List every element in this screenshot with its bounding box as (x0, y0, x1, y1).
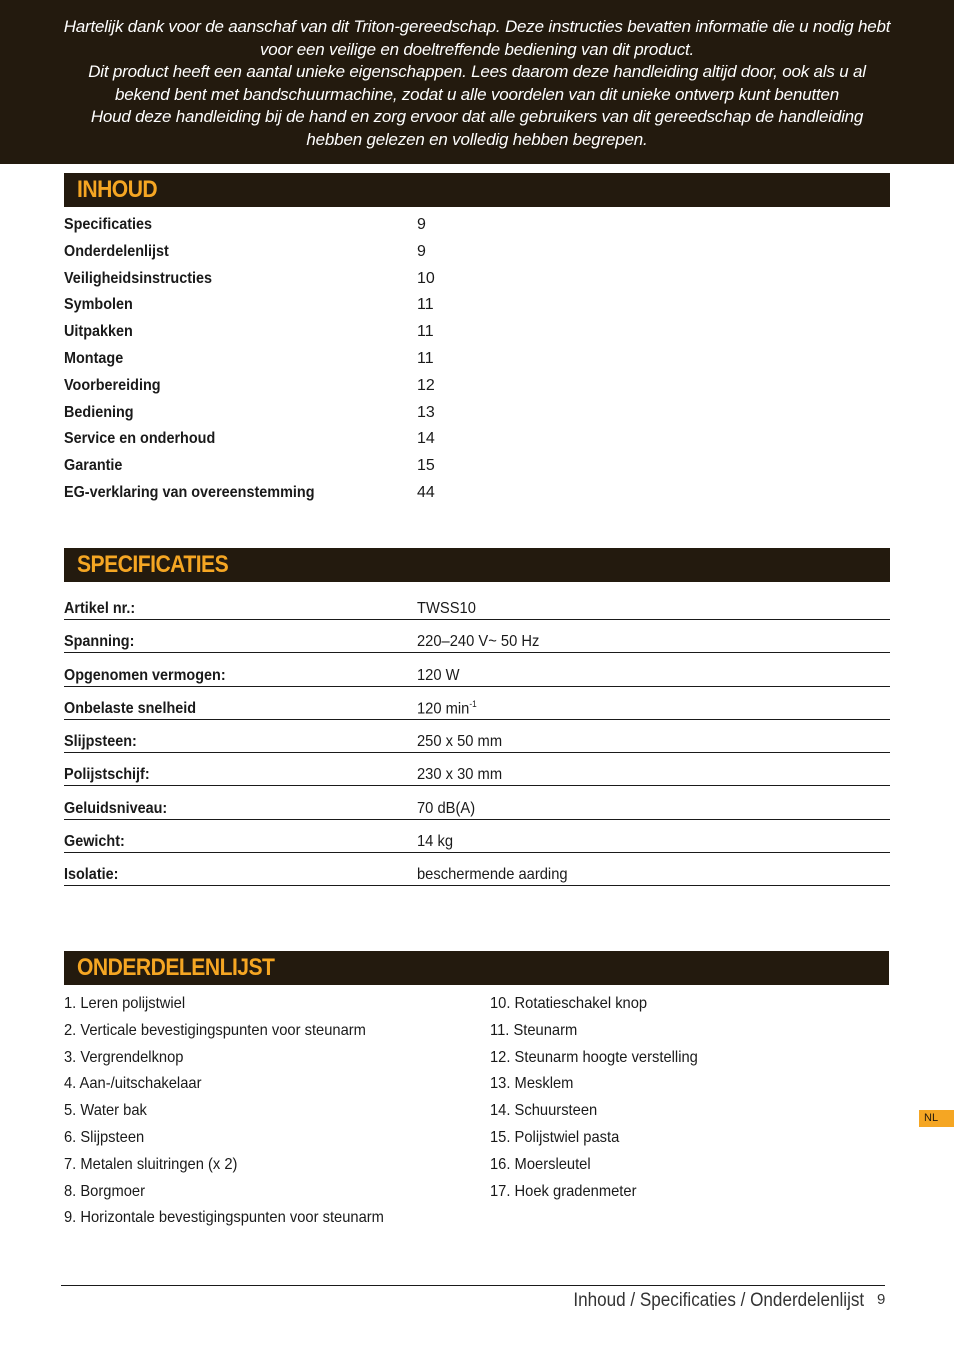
parts-list-left (64, 991, 412, 1232)
spec-key: Opgenomen vermogen: (64, 666, 226, 684)
toc-item-label: Onderdelenlijst (64, 242, 169, 260)
list-item (64, 1045, 412, 1072)
footer-title: Inhoud / Specificaties / Onderdelenlijst (573, 1290, 864, 1311)
toc-item (64, 480, 890, 507)
language-tab: NL (919, 1110, 954, 1127)
toc-item-label: Voorbereiding (64, 376, 161, 394)
part-label: 2. Verticale bevestigingspunten voor steunarm (64, 1021, 366, 1039)
toc-item-label: Montage (64, 349, 124, 367)
specs-heading-bar (64, 548, 890, 582)
intro-line: Hartelijk dank voor de aanschaf van dit Triton-gereedschap. Deze instructies bevatten informatie die u nodig hebt (63, 17, 891, 36)
list-item (490, 1179, 716, 1206)
part-label: 7. Metalen sluitringen (x 2) (64, 1155, 238, 1173)
list-item (490, 1152, 716, 1179)
intro-banner (0, 0, 954, 164)
part-label: 6. Slijpsteen (64, 1128, 145, 1146)
page-number: 9 (877, 1291, 886, 1308)
spec-value: beschermende aarding (417, 866, 568, 884)
part-label: 10. Rotatieschakel knop (490, 995, 648, 1012)
toc-item (64, 266, 890, 293)
toc-item (64, 319, 890, 346)
toc-item-page: 13 (417, 403, 435, 421)
list-item (64, 1125, 412, 1152)
list-item (490, 1125, 716, 1152)
list-item (64, 1098, 412, 1125)
intro-line: Dit product heeft een aantal unieke eigenschappen. Lees daarom deze handleiding altijd door, ook als u al (88, 62, 866, 82)
part-label: 8. Borgmoer (64, 1182, 146, 1200)
toc-item-page: 11 (417, 323, 434, 341)
spec-key: Isolatie: (64, 866, 119, 884)
toc-item-label: Uitpakken (64, 323, 133, 341)
spec-key: Polijstschijf: (64, 766, 150, 784)
spec-value: 14 kg (417, 833, 454, 851)
toc-item-label: Service en onderhoud (64, 430, 216, 448)
toc-item (64, 239, 890, 266)
toc-item-page: 11 (417, 349, 434, 367)
spec-row (64, 754, 890, 786)
list-item (64, 1152, 412, 1179)
intro-line: Houd deze handleiding bij de hand en zorg ervoor dat alle gebruikers van dit gereedschap de handleiding (90, 107, 864, 127)
spec-row (64, 621, 890, 653)
toc-item (64, 373, 890, 400)
part-label: 12. Steunarm hoogte verstelling (490, 1048, 698, 1066)
spec-key: Artikel nr.: (64, 600, 136, 617)
part-label: 1. Leren polijstwiel (64, 995, 186, 1012)
toc-item-label: Garantie (64, 457, 123, 475)
toc-item-label: Bediening (64, 403, 134, 421)
toc-item-page: 10 (417, 269, 435, 287)
list-item (64, 1018, 412, 1045)
spec-key: Slijpsteen: (64, 733, 137, 751)
toc-item-page: 15 (417, 457, 435, 475)
toc-item (64, 346, 890, 373)
spec-value: 230 x 30 mm (417, 766, 503, 784)
list-item (490, 1045, 716, 1072)
spec-value: 220–240 V~ 50 Hz (417, 633, 540, 651)
intro-line: hebben gelezen en volledig hebben begrepen. (306, 129, 648, 149)
part-label: 17. Hoek gradenmeter (490, 1182, 637, 1200)
toc-item-page: 11 (417, 296, 434, 314)
spec-row (64, 788, 890, 820)
spec-key: Gewicht: (64, 833, 125, 851)
footer-divider (61, 1285, 885, 1286)
parts-heading: ONDERDELENLIJST (77, 954, 275, 981)
part-label: 15. Polijstwiel pasta (490, 1128, 620, 1146)
specs-heading: SPECIFICATIES (77, 551, 229, 578)
toc-item-page: 9 (417, 216, 426, 233)
spec-row (64, 688, 890, 720)
list-item (490, 1071, 716, 1098)
part-label: 14. Schuursteen (490, 1102, 598, 1120)
part-label: 16. Moersleutel (490, 1155, 591, 1173)
toc-item (64, 453, 890, 480)
spec-key: Spanning: (64, 633, 135, 651)
list-item (490, 1098, 716, 1125)
list-item (64, 1205, 412, 1232)
part-label: 9. Horizontale bevestigingspunten voor steunarm (64, 1209, 384, 1227)
table-of-contents (64, 212, 890, 507)
spec-key: Onbelaste snelheid (64, 699, 197, 717)
list-item (490, 1018, 716, 1045)
parts-list-right (490, 991, 716, 1205)
list-item (490, 991, 716, 1018)
part-label: 3. Vergrendelknop (64, 1048, 184, 1066)
spec-row (64, 854, 890, 886)
part-label: 13. Mesklem (490, 1075, 574, 1093)
spec-row (64, 821, 890, 853)
part-label: 11. Steunarm (490, 1021, 578, 1039)
spec-value: 250 x 50 mm (417, 733, 503, 751)
toc-item-label: Specificaties (64, 216, 153, 233)
intro-line: voor een veilige en doeltreffende bediening van dit product. (259, 39, 695, 59)
toc-item-label: Symbolen (64, 296, 133, 314)
toc-heading: INHOUD (77, 176, 158, 203)
toc-item-page: 12 (417, 376, 435, 394)
spec-value: 120 W (417, 666, 460, 684)
spec-key: Geluidsniveau: (64, 799, 168, 817)
toc-item (64, 212, 890, 239)
list-item (64, 1179, 412, 1206)
toc-heading-bar (64, 173, 890, 207)
toc-item-label: Veiligheidsinstructies (64, 269, 213, 287)
spec-row (64, 588, 890, 620)
toc-item (64, 426, 890, 453)
toc-item-page: 14 (417, 430, 435, 448)
part-label: 4. Aan-/uitschakelaar (64, 1075, 202, 1093)
intro-line: bekend bent met bandschuurmachine, zodat u alle voordelen van dit unieke ontwerp kunt benutten (114, 84, 840, 104)
toc-item-page: 9 (417, 242, 426, 260)
specifications-table (64, 588, 890, 888)
part-label: 5. Water bak (64, 1102, 147, 1120)
list-item (64, 1071, 412, 1098)
spec-row (64, 721, 890, 753)
spec-value-exponent: -1 (469, 698, 477, 709)
spec-value: 70 dB(A) (417, 799, 476, 817)
list-item (64, 991, 412, 1018)
toc-item (64, 400, 890, 427)
spec-value: TWSS10 (417, 600, 476, 617)
spec-value-with-unit (417, 699, 477, 718)
spec-row (64, 655, 890, 687)
toc-item-page: 44 (417, 483, 435, 501)
spec-value: 120 min (417, 699, 470, 717)
toc-item-label: EG-verklaring van overeenstemming (64, 483, 315, 501)
parts-heading-bar (64, 951, 889, 985)
toc-item (64, 292, 890, 319)
